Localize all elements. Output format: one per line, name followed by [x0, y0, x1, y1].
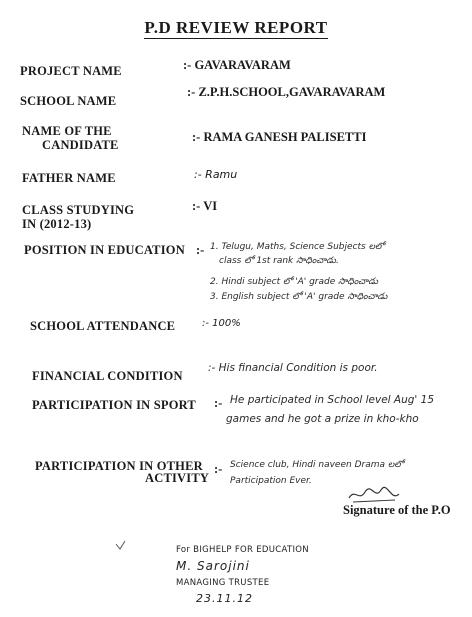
- school-attendance-label: SCHOOL ATTENDANCE: [30, 319, 176, 333]
- sport-line-1: He participated in School level Aug' 15: [230, 394, 435, 406]
- signature-label: Signature of the P.O: [343, 503, 451, 517]
- activity-line-2: Participation Ever.: [230, 476, 312, 486]
- class-studying-label-line1: CLASS STUDYING: [22, 203, 135, 217]
- candidate-label-line2: CANDIDATE: [42, 138, 119, 152]
- participation-in-sport-colon: :-: [214, 396, 223, 410]
- tick-mark: [114, 538, 128, 552]
- father-name-value: :- Ramu: [194, 168, 238, 181]
- candidate-value: :- RAMA GANESH PALISETTI: [192, 130, 367, 144]
- other-activity-colon: :-: [214, 462, 223, 476]
- project-name-label: PROJECT NAME: [20, 64, 122, 78]
- page-title: [0, 18, 472, 38]
- education-line-3: 2. Hindi subject లో 'A' grade సాధించాడు: [210, 277, 378, 287]
- candidate-label-line1: NAME OF THE: [22, 124, 112, 138]
- class-studying-value: :- VI: [192, 199, 218, 213]
- sport-line-2: games and he got a prize in kho-kho: [226, 413, 419, 425]
- other-activity-label-line1: PARTICIPATION IN OTHER: [35, 459, 203, 473]
- stamp-designation: MANAGING TRUSTEE: [176, 578, 270, 588]
- stamp-date: 23.11.12: [196, 592, 253, 605]
- school-attendance-value: :- 100%: [202, 318, 241, 329]
- financial-condition-value: :- His financial Condition is poor.: [208, 362, 378, 374]
- school-name-label: SCHOOL NAME: [20, 94, 117, 108]
- education-line-1: 1. Telugu, Maths, Science Subjects లలో: [210, 242, 385, 252]
- position-in-education-colon: :-: [196, 243, 205, 257]
- stamp-signatory-name: M. Sarojini: [176, 559, 250, 573]
- project-name-value: :- GAVARAVARAM: [183, 58, 291, 72]
- participation-in-sport-label: PARTICIPATION IN SPORT: [32, 398, 196, 412]
- stamp-organization: For BIGHELP FOR EDUCATION: [176, 545, 309, 555]
- education-line-4: 3. English subject లో 'A' grade సాధించాడు: [210, 292, 388, 302]
- title-text: P.D REVIEW REPORT: [144, 18, 328, 37]
- education-line-2: class లో 1st rank సాధించాడు.: [219, 256, 339, 266]
- father-name-label: FATHER NAME: [22, 171, 116, 185]
- financial-condition-label: FINANCIAL CONDITION: [32, 369, 183, 383]
- other-activity-label-line2: ACTIVITY: [145, 471, 210, 485]
- position-in-education-label: POSITION IN EDUCATION: [24, 243, 185, 257]
- activity-line-1: Science club, Hindi naveen Drama లలో: [230, 460, 404, 470]
- school-name-value: :- Z.P.H.SCHOOL,GAVARAVARAM: [187, 85, 386, 99]
- class-studying-label-line2: IN (2012-13): [22, 217, 92, 231]
